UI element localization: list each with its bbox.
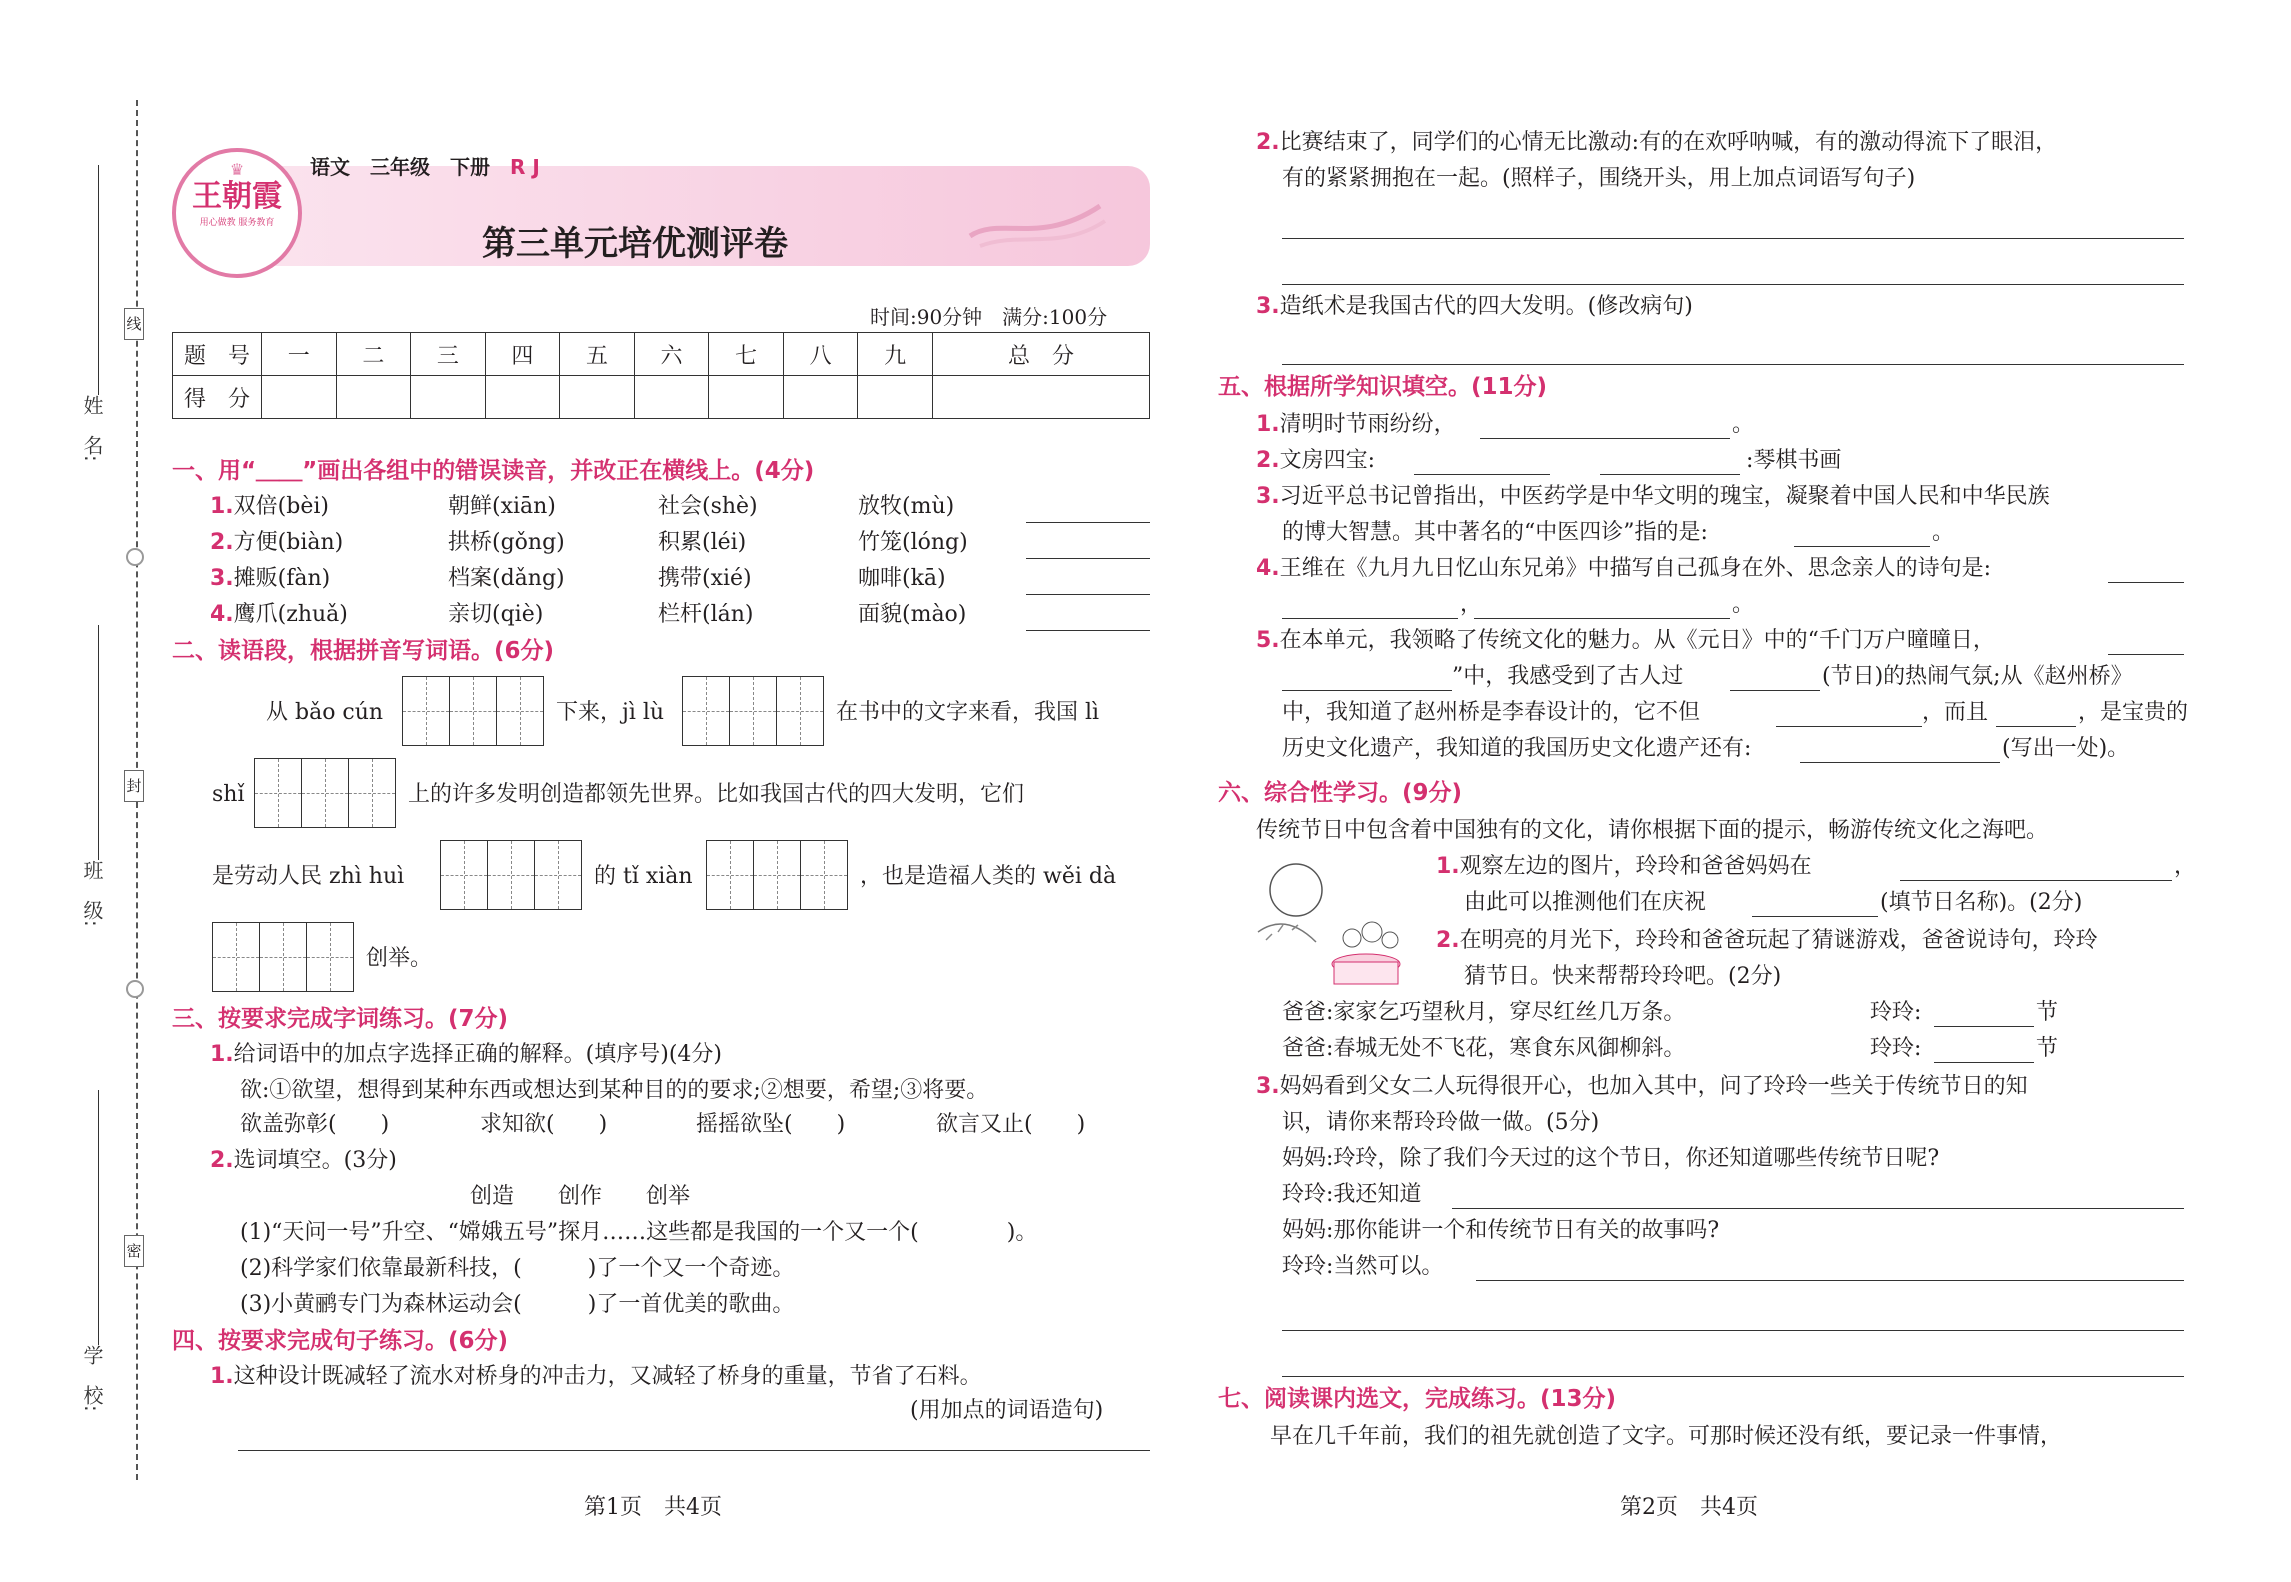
s3-q1-item[interactable]: 摇摇欲坠( )	[696, 1112, 846, 1137]
s5-answer-line[interactable]	[1414, 474, 1550, 475]
s2-text: 下来，jì lù	[556, 700, 665, 725]
s6-jie: 节	[2036, 1000, 2059, 1025]
s6-answer-label: 玲玲:	[1870, 1036, 1922, 1061]
s4-q2-cont: 有的紧紧拥抱在一起。(照样子，围绕开头，用上加点词语写句子)	[1282, 166, 1916, 191]
s3-q1-item[interactable]: 欲盖弥彰( )	[240, 1112, 390, 1137]
hole-icon	[126, 980, 144, 998]
section-5-title: 五、根据所学知识填空。(11分)	[1218, 374, 1548, 400]
time-info: 时间:90分钟 满分:100分	[870, 305, 1108, 329]
s3-q2: 2.选词填空。(3分)	[210, 1148, 397, 1173]
writing-grid[interactable]	[254, 758, 396, 828]
side-name-label: 姓 名:	[80, 395, 104, 462]
s3-q2-item[interactable]: (1)“天问一号”升空、“嫦娥五号”探月……这些都是我国的一个又一个( )。	[240, 1220, 1038, 1245]
s5-q5-text: ，是宝贵的	[2078, 700, 2189, 725]
s6-answer-line[interactable]	[1452, 1208, 2184, 1209]
s2-text: 上的许多发明创造都领先世界。比如我国古代的四大发明，它们	[408, 782, 1025, 807]
festival-picture	[1256, 852, 1406, 992]
side-mark-line: 线	[124, 308, 144, 340]
score-cell[interactable]	[858, 376, 933, 419]
score-header: 七	[709, 333, 784, 376]
score-header: 九	[858, 333, 933, 376]
logo: ♛ 王朝霞 用心做教 服务教育	[172, 148, 302, 278]
s4-answer-line[interactable]	[1282, 238, 2184, 239]
writing-grid[interactable]	[440, 840, 582, 910]
s5-q5-text: ”中，我感受到了古人过	[1452, 664, 1684, 689]
s2-text: 的 tǐ xiàn	[594, 864, 693, 889]
writing-grid[interactable]	[706, 840, 848, 910]
s5-q5-text: (节日)的热闹气氛;从《赵州桥》	[1822, 664, 2133, 689]
s2-text: shǐ	[212, 782, 245, 807]
s2-text: 在书中的文字来看，我国 lì	[836, 700, 1100, 725]
score-header: 二	[336, 333, 411, 376]
score-header: 题 号	[173, 333, 262, 376]
score-header: 一	[262, 333, 337, 376]
side-class-label: 班 级:	[80, 860, 104, 927]
header-meta: 语文 三年级 下册 R J	[310, 155, 540, 179]
s6-answer-line[interactable]	[1934, 1062, 2034, 1063]
side-name-line	[98, 165, 99, 395]
s6-answer-line[interactable]	[1476, 1280, 2184, 1281]
s5-answer-line[interactable]	[1474, 618, 1730, 619]
writing-grid[interactable]	[212, 922, 354, 992]
s5-answer-line[interactable]	[2108, 654, 2184, 655]
logo-text: 王朝霞	[192, 179, 282, 214]
s1-row: 1.双倍(bèi)	[210, 494, 329, 519]
score-row-label: 得 分	[173, 376, 262, 419]
s1-row: 3.摊贩(fàn)	[210, 566, 331, 591]
section-3-title: 三、按要求完成字词练习。(7分)	[172, 1006, 509, 1032]
score-cell[interactable]	[932, 376, 1149, 419]
s6-answer-line[interactable]	[1752, 916, 1878, 917]
score-cell[interactable]	[411, 376, 486, 419]
s5-answer-line[interactable]	[1776, 726, 1922, 727]
s5-q3: 3.习近平总书记曾指出，中医药学是中华文明的瑰宝，凝聚着中国人民和中华民族	[1256, 484, 2050, 509]
s3-q1-item[interactable]: 欲言又止( )	[936, 1112, 1086, 1137]
s5-q2: 2.文房四宝:	[1256, 448, 1376, 473]
s1-item: 拱桥(gǒng)	[448, 530, 565, 555]
score-cell[interactable]	[336, 376, 411, 419]
s5-q5-text: 历史文化遗产，我知道的我国历史文化遗产还有:	[1282, 736, 1752, 761]
s5-answer-line[interactable]	[1282, 618, 1458, 619]
s1-answer-line[interactable]	[1026, 594, 1150, 595]
side-school-label: 学 校:	[80, 1345, 104, 1412]
s6-dialog: 妈妈:玲玲，除了我们今天过的这个节日，你还知道哪些传统节日呢?	[1282, 1146, 1940, 1171]
s1-item: 栏杆(lán)	[658, 602, 754, 627]
score-cell[interactable]	[783, 376, 858, 419]
s6-q1-comma: ，	[2174, 854, 2197, 879]
s1-row: 2.方便(biàn)	[210, 530, 344, 555]
s1-item: 积累(léi)	[658, 530, 747, 555]
s6-answer-label: 玲玲:	[1870, 1000, 1922, 1025]
s5-answer-line[interactable]	[1600, 474, 1740, 475]
score-header: 总 分	[932, 333, 1149, 376]
score-cell[interactable]	[485, 376, 560, 419]
s6-riddle: 爸爸:家家乞巧望秋月，穿尽红丝几万条。	[1282, 1000, 1686, 1025]
s6-dialog: 玲玲:我还知道	[1282, 1182, 1422, 1207]
page-title: 第三单元培优测评卷	[482, 224, 788, 264]
s5-answer-line[interactable]	[2108, 582, 2184, 583]
score-header: 五	[560, 333, 635, 376]
s3-q2-item[interactable]: (3)小黄鹂专门为森林运动会( )了一首优美的歌曲。	[240, 1292, 795, 1317]
s4-answer-line[interactable]	[1282, 364, 2184, 365]
s6-dialog: 妈妈:那你能讲一个和传统节日有关的故事吗?	[1282, 1218, 1720, 1243]
s5-answer-line[interactable]	[1480, 438, 1730, 439]
s5-answer-line[interactable]	[1730, 690, 1820, 691]
s5-q5-text: ，而且	[1922, 700, 1989, 725]
s3-q1: 1.给词语中的加点字选择正确的解释。(填序号)(4分)	[210, 1042, 723, 1067]
s6-dialog: 玲玲:当然可以。	[1282, 1254, 1444, 1279]
score-header: 四	[485, 333, 560, 376]
score-header: 三	[411, 333, 486, 376]
logo-subtext: 用心做教 服务教育	[199, 218, 275, 228]
s5-answer-line[interactable]	[1800, 762, 2000, 763]
s1-item: 咖啡(kā)	[858, 566, 946, 591]
s5-q2-end: :琴棋书画	[1746, 448, 1842, 473]
section-7-title: 七、阅读课内选文，完成练习。(13分)	[1218, 1386, 1617, 1412]
score-header: 六	[634, 333, 709, 376]
s5-q3-cont: 的博大智慧。其中著名的“中医四诊”指的是:	[1282, 520, 1708, 545]
score-cell[interactable]	[262, 376, 337, 419]
s6-q3-cont: 识，请你来帮玲玲做一做。(5分)	[1282, 1110, 1600, 1135]
side-class-line	[98, 625, 99, 860]
s4-q2: 2.比赛结束了，同学们的心情无比激动:有的在欢呼呐喊，有的激动得流下了眼泪，	[1256, 130, 2058, 155]
score-cell[interactable]	[709, 376, 784, 419]
section-6-title: 六、综合性学习。(9分)	[1218, 780, 1463, 806]
s2-text: 从 bǎo cún	[266, 700, 384, 725]
s5-q4: 4.王维在《九月九日忆山东兄弟》中描写自己孤身在外、思念亲人的诗句是:	[1256, 556, 1992, 581]
section-4-title: 四、按要求完成句子练习。(6分)	[172, 1328, 509, 1354]
side-mark-seal2: 密	[124, 1235, 144, 1267]
section-1-title: 一、用“＿＿”画出各组中的错误读音，并改正在横线上。(4分)	[172, 458, 815, 484]
s7-passage: 早在几千年前，我们的祖先就创造了文字。可那时候还没有纸，要记录一件事情，	[1270, 1424, 2063, 1449]
s3-definitions: 欲:①欲望，想得到某种东西或想达到某种目的的要求;②想要，希望;③将要。	[240, 1078, 989, 1103]
s4-q1-requirement: (用加点的词语造句)	[910, 1398, 1104, 1423]
score-header: 八	[783, 333, 858, 376]
s6-q1-cont: 由此可以推测他们在庆祝	[1464, 890, 1707, 915]
s6-intro: 传统节日中包含着中国独有的文化，请你根据下面的提示，畅游传统文化之海吧。	[1256, 818, 2049, 843]
s6-jie: 节	[2036, 1036, 2059, 1061]
s1-item: 朝鲜(xiān)	[448, 494, 556, 519]
s5-answer-line[interactable]	[1794, 546, 1930, 547]
s5-answer-line[interactable]	[1996, 726, 2076, 727]
s1-item: 亲切(qiè)	[448, 602, 544, 627]
score-cell[interactable]	[634, 376, 709, 419]
s6-q2-cont: 猜节日。快来帮帮玲玲吧。(2分)	[1464, 964, 1782, 989]
s6-answer-line[interactable]	[1282, 1330, 2184, 1331]
s3-q1-item[interactable]: 求知欲( )	[480, 1112, 608, 1137]
s1-item: 携带(xié)	[658, 566, 752, 591]
s1-item: 放牧(mù)	[858, 494, 955, 519]
writing-grid[interactable]	[682, 676, 824, 746]
s5-q5-text: 中，我知道了赵州桥是李春设计的，它不但	[1282, 700, 1701, 725]
s5-q4-end: 。	[1732, 592, 1755, 617]
s3-word-bank: 创造 创作 创举	[470, 1184, 691, 1209]
s5-q5: 5.在本单元，我领略了传统文化的魅力。从《元日》中的“千门万户曈曈日，	[1256, 628, 1995, 653]
s6-q1-cont: (填节日名称)。(2分)	[1880, 890, 2083, 915]
score-cell[interactable]	[560, 376, 635, 419]
s5-q5-text: (写出一处)。	[2002, 736, 2130, 761]
s6-q2: 2.在明亮的月光下，玲玲和爸爸玩起了猜谜游戏，爸爸说诗句，玲玲	[1436, 928, 2098, 953]
s1-item: 社会(shè)	[658, 494, 758, 519]
page-number-2: 第2页 共4页	[1620, 1495, 1758, 1520]
s2-text: 创举。	[366, 946, 433, 971]
side-school-line	[98, 1090, 99, 1345]
writing-grid[interactable]	[402, 676, 544, 746]
s5-q1: 1.清明时节雨纷纷，	[1256, 412, 1456, 437]
s4-q1: 1.这种设计既减轻了流水对桥身的冲击力，又减轻了桥身的重量，节省了石料。	[210, 1364, 982, 1389]
s6-answer-line[interactable]	[1900, 880, 2172, 881]
s4-answer-line[interactable]	[238, 1450, 1150, 1451]
section-2-title: 二、读语段，根据拼音写词语。(6分)	[172, 638, 555, 664]
s5-q1-end: 。	[1732, 412, 1755, 437]
score-table	[172, 332, 1150, 419]
s4-q3: 3.造纸术是我国古代的四大发明。(修改病句)	[1256, 294, 1693, 319]
s2-text: 是劳动人民 zhì huì	[212, 864, 405, 889]
s6-q3: 3.妈妈看到父女二人玩得很开心，也加入其中，问了玲玲一些关于传统节日的知	[1256, 1074, 2028, 1099]
s4-answer-line[interactable]	[1282, 284, 2184, 285]
hole-icon	[126, 548, 144, 566]
s1-answer-line[interactable]	[1026, 630, 1150, 631]
s1-answer-line[interactable]	[1026, 522, 1150, 523]
s1-item: 竹笼(lóng)	[858, 530, 968, 555]
s1-item: 档案(dǎng)	[448, 566, 565, 591]
s5-answer-line[interactable]	[1282, 690, 1452, 691]
cloud-decoration	[960, 196, 1110, 256]
s1-item: 面貌(mào)	[858, 602, 967, 627]
s6-answer-line[interactable]	[1282, 1376, 2184, 1377]
s1-row: 4.鹰爪(zhuǎ)	[210, 602, 348, 627]
s5-q3-end: 。	[1932, 520, 1955, 545]
s3-q2-item[interactable]: (2)科学家们依靠最新科技，( )了一个又一个奇迹。	[240, 1256, 795, 1281]
s6-answer-line[interactable]	[1934, 1026, 2034, 1027]
side-mark-seal: 封	[124, 770, 144, 802]
s5-q4-comma: ，	[1460, 592, 1483, 617]
s6-q1: 1.观察左边的图片，玲玲和爸爸妈妈在	[1436, 854, 1812, 879]
page-number-1: 第1页 共4页	[584, 1495, 722, 1520]
s1-answer-line[interactable]	[1026, 558, 1150, 559]
s6-riddle: 爸爸:春城无处不飞花，寒食东风御柳斜。	[1282, 1036, 1686, 1061]
s2-text: ，也是造福人类的 wěi dà	[860, 864, 1117, 889]
